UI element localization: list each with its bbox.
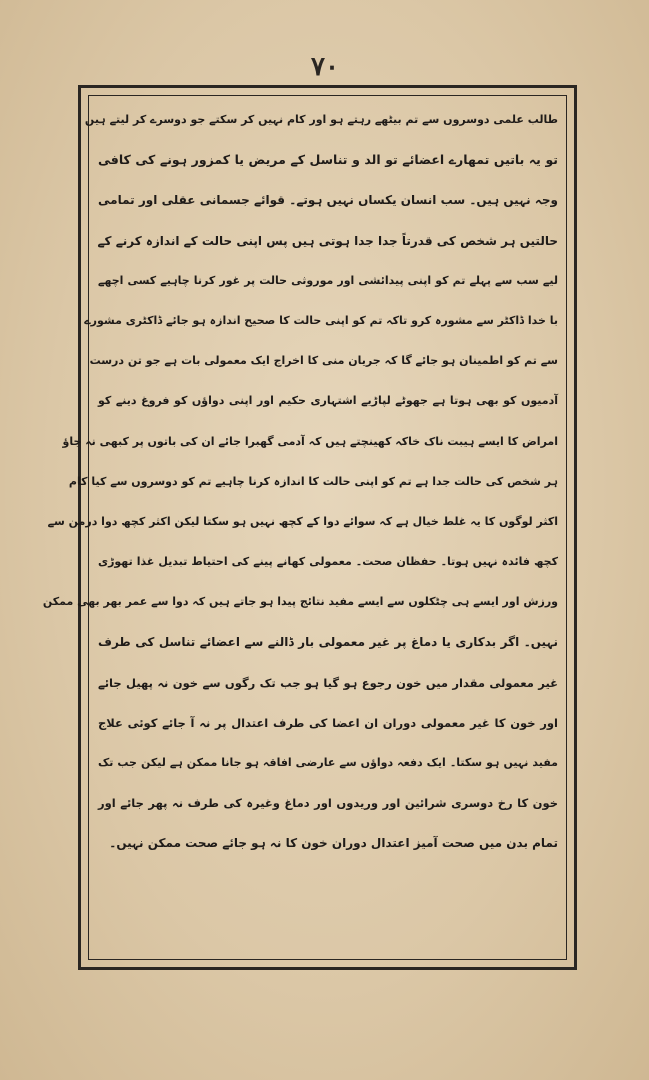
- text-line: حالتیں ہر شخص کی قدرتاً جدا جدا ہوتی ہیں پس اپنی حالت کے اندازہ کرنے کے: [97, 233, 558, 248]
- text-line: اور خون کا غیر معمولی دوران ان اعضا کی طرف اعتدال پر نہ آ جائے کوئی علاج: [98, 715, 558, 730]
- urdu-text-block: [42, 100, 558, 950]
- text-line: نہیں۔ اگر بدکاری یا دماغ پر غیر معمولی بار ڈالنے سے اعضائے تناسل کی طرف: [98, 635, 558, 650]
- text-line: تمام بدن میں صحت آمیز اعتدال دوران خون کا نہ ہو جائے صحت ممکن نہیں۔: [109, 836, 558, 851]
- text-line: آدمیوں کو بھی ہوتا ہے جھوٹے لپاڑیے اشتہاری حکیم اور اپنی دواؤں کو فروغ دینے کو: [98, 394, 558, 408]
- text-line: لیے سب سے پہلے تم کو اپنی پیدائشی اور موروثی حالت پر غور کرنا چاہیے کسی اچھے: [98, 273, 558, 287]
- text-line: وجہ نہیں ہیں۔ سب انسان یکساں نہیں ہوتے۔ قوائے جسمانی عقلی اور تمامی: [98, 193, 558, 208]
- text-line: امراض کا ایسے ہیبت ناک خاکہ کھینچتے ہیں کہ آدمی گھبرا جائے ان کی باتوں پر کبھی نہ جاؤ: [62, 434, 558, 448]
- text-line: خون کا رخ دوسری شرائین اور وریدوں اور دماغ وغیرہ کی طرف نہ پھر جائے اور: [98, 796, 558, 811]
- page-number: ۷۰: [311, 52, 339, 82]
- text-line: طالب علمی دوسروں سے تم بیٹھے رہتے ہو اور کام نہیں کر سکتے جو دوسرے کر لیتے ہیں: [84, 113, 558, 126]
- text-line: کچھ فائدہ نہیں ہوتا۔ حفظان صحت۔ معمولی کھانے پینے کی احتیاط تبدیل غذا تھوڑی: [98, 555, 558, 569]
- text-line: غیر معمولی مقدار میں خون رجوع ہو گیا ہو جب تک رگوں سے خون نہ پھیل جائے: [98, 675, 558, 690]
- text-line: مفید نہیں ہو سکتا۔ ایک دفعہ دواؤں سے عارضی افاقہ ہو جانا ممکن ہے لیکن جب تک: [98, 756, 558, 769]
- text-line: ہر شخص کی حالت جدا ہے تم کو اپنی حالت کا اندازہ کرنا چاہیے تم کو دوسروں سے کیا کام: [68, 474, 558, 488]
- text-line: اکثر لوگوں کا یہ غلط خیال ہے کہ سوائے دوا کے کچھ نہیں ہو سکتا لیکن اکثر کچھ دوا درمن سے: [47, 514, 558, 528]
- text-line: تو یہ باتیں تمھارے اعضائے تو الد و تناسل کے مریض یا کمزور ہونے کی کافی: [98, 152, 558, 168]
- text-line: سے تم کو اطمینان ہو جائے گا کہ جریان منی کا اخراج ایک معمولی بات ہے جو تن درست: [89, 354, 558, 368]
- text-line: ورزش اور ایسے ہی چٹکلوں سے ایسے مفید نتائج پیدا ہو جاتے ہیں کہ دوا سے عمر بھر بھی ممکن: [42, 595, 558, 609]
- text-line: با خدا ڈاکٹر سے مشورہ کرو تاکہ تم کو اپنی حالت کا صحیح اندازہ ہو جائے ڈاکٹری مشورے: [84, 313, 558, 327]
